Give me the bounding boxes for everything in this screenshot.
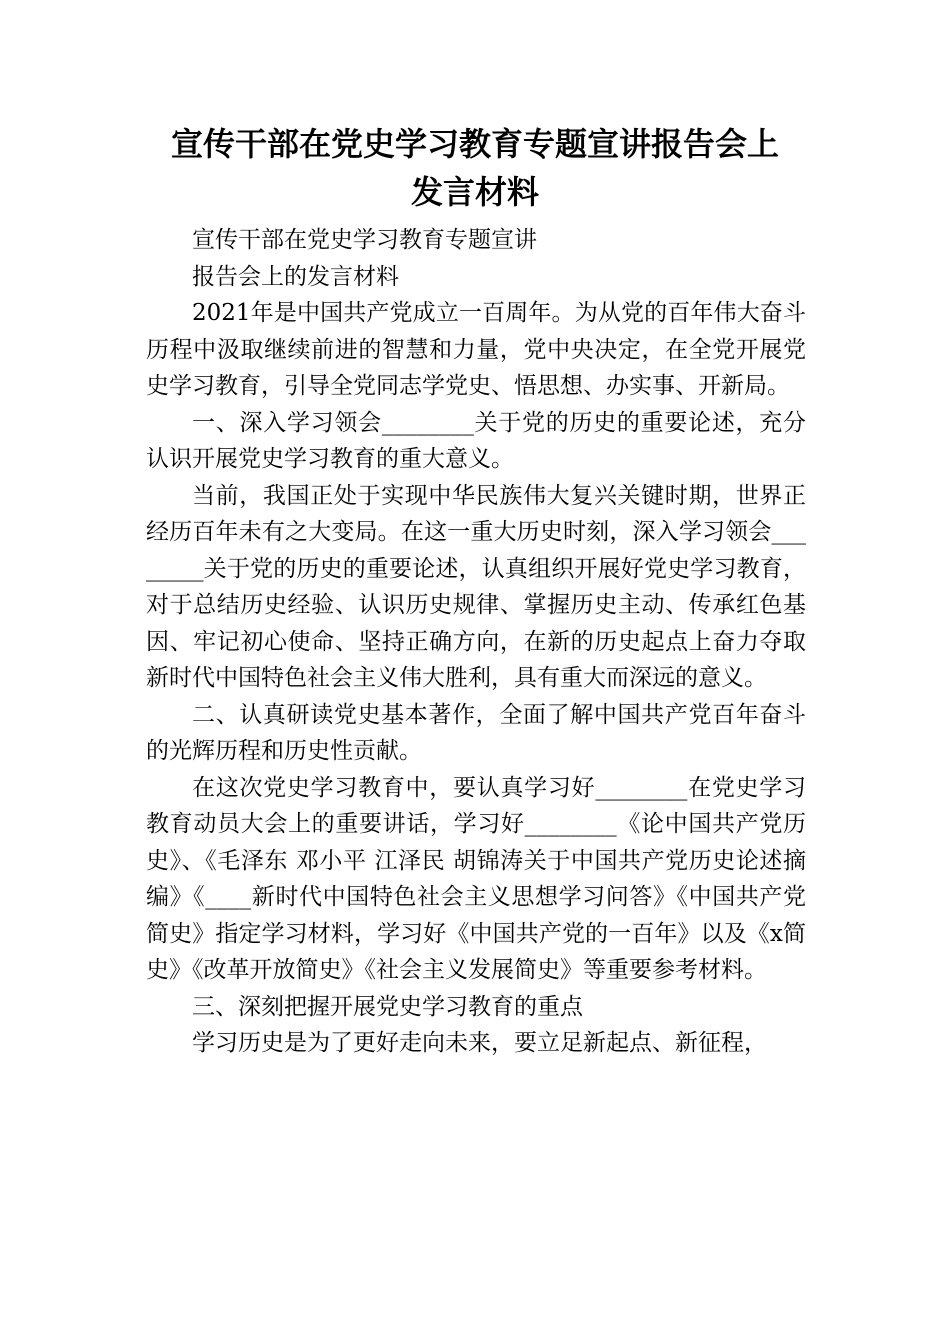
section-heading-2: 二、认真研读党史基本著作，全面了解中国共产党百年奋斗的光辉历程和历史性贡献。	[146, 701, 806, 764]
document-body	[146, 222, 806, 1062]
document-title-line-1: 宣传干部在党史学习教育专题宣讲报告会上	[170, 125, 779, 163]
paragraph-section-3: 学习历史是为了更好走向未来，要立足新起点、新征程，	[192, 1030, 767, 1056]
section-heading-1: 一、深入学习领会________关于党的历史的重要论述，充分认识开展党史学习教育的重大意义。	[146, 409, 806, 472]
subtitle-line-2: 报告会上的发言材料	[192, 263, 399, 290]
paragraph-section-2: 在这次党史学习教育中，要认真学习好________在党史学习教育动员大会上的重要讲话，学习好________《论中国共产党历史》、《毛泽东 邓小平 江泽民 胡锦涛关于中国共产党历史论述摘编》《____新时代中国特色社会主义思想学习问答》《中国共产党简史》指定学习材料，学习好《中国共产党的一百年》以及《x简史》《改革开放简史》《社会主义发展简史》等重要参考材料。	[146, 774, 806, 983]
section-heading-3: 三、深刻把握开展党史学习教育的重点	[192, 993, 583, 1020]
paragraph-intro: 2021年是中国共产党成立一百周年。为从党的百年伟大奋斗历程中汲取继续前进的智慧和力量，党中央决定，在全党开展党史学习教育，引导全党同志学党史、悟思想、办实事、开新局。	[146, 300, 806, 399]
document-title-line-2: 发言材料	[410, 173, 539, 211]
subtitle-line-1: 宣传干部在党史学习教育专题宣讲	[192, 227, 537, 253]
paragraph-section-1: 当前，我国正处于实现中华民族伟大复兴关键时期，世界正经历百年未有之大变局。在这一重大历史时刻，深入学习领会________关于党的历史的重要论述，认真组织开展好党史学习教育，对于总结历史经验、认识历史规律、掌握历史主动、传承红色基因、牢记初心使命、坚持正确方向，在新的历史起点上奋力夺取新时代中国特色社会主义伟大胜利，具有重大而深远的意义。	[146, 482, 806, 691]
